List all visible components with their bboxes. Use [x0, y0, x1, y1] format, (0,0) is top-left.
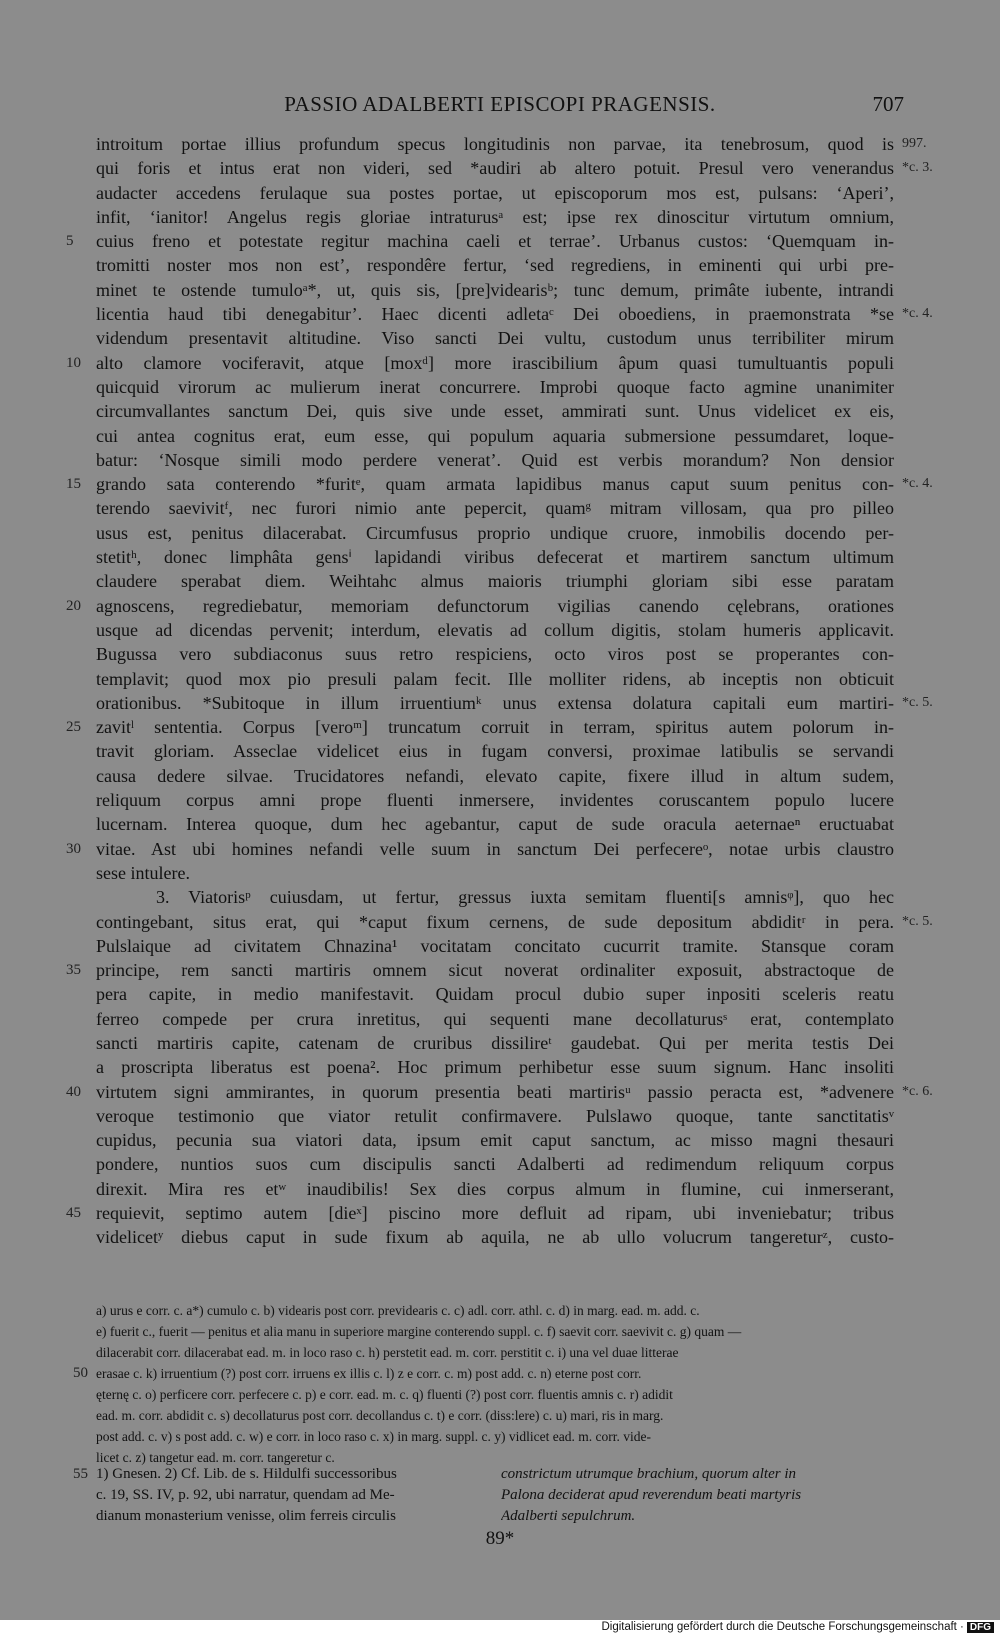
footer-bar	[0, 1620, 1000, 1639]
line-number: 25	[66, 719, 81, 736]
footnotes-left-column	[96, 1464, 486, 1527]
text-line	[96, 302, 933, 326]
line-number: 20	[66, 597, 81, 614]
apparatus-text: dilacerabit corr. dilacerabat ead. m. in loco raso c. h) perstetit ead. m. corr. perstitit c. i) una vel duae litterae	[96, 1345, 679, 1360]
text-line	[96, 132, 927, 156]
text-line	[96, 764, 894, 788]
footnote-line: Palona deciderat apud reverendum beati martyris	[501, 1487, 802, 1503]
margin-note: *c. 4.	[902, 306, 933, 322]
text-line	[96, 448, 894, 472]
text-line	[96, 156, 933, 180]
margin-note: *c. 5.	[902, 913, 933, 929]
line-text: videlicetʸ diebus caput in sude fixum ab aquila, ne ab ullo volucrum tangereturᶻ, custo-	[96, 1227, 894, 1248]
text-line	[96, 618, 894, 642]
text-line	[66, 472, 933, 496]
apparatus-text: a) urus e corr. c. a*) cumulo c. b) videaris post corr. previdearis c. c) adl. corr. athl. c. d) in marg. ead. m. add. c.	[96, 1303, 700, 1318]
apparatus-text: ead. m. corr. abdidit c. s) decollaturus post corr. decollandus c. t) e corr. (diss:lere) c. u) mari, ris in marg.	[96, 1408, 664, 1423]
footnote-line: constrictum utrumque brachium, quorum alter in	[501, 1466, 796, 1482]
critical-apparatus	[73, 1300, 894, 1468]
text-line	[96, 496, 894, 520]
text-line	[96, 1007, 894, 1031]
line-text: 3. Viatorisᵖ cuiusdam, ut fertur, gressus iuxta semitam fluenti[s amnisᵠ], quo hec	[156, 887, 894, 908]
footnote-line: c. 19, SS. IV, p. 92, ubi narratur, quendam ad Me-	[96, 1487, 395, 1503]
line-text: Pulslaique ad civitatem Chnazina¹ vocitatam concitato cucurrit tramite. Stansque coram	[96, 935, 894, 956]
line-text: travit gloriam. Asseclae videlicet eius in fugam conversi, proximae latibulis se servandi	[96, 741, 894, 762]
text-line	[96, 399, 894, 423]
margin-note: *c. 4.	[902, 476, 933, 492]
text-line	[96, 1104, 894, 1128]
signature-mark: 89*	[485, 1528, 515, 1549]
line-text: audacter accedens ferulaque sua postes portae, ut episcoporum mos est, pulsans: ‘Aperi’,	[96, 182, 894, 203]
apparatus-line	[96, 1384, 894, 1405]
line-number: 35	[66, 962, 81, 979]
line-text: reliquum corpus amni prope fluenti inmersere, invidentes coruscantem populo lucere	[96, 790, 894, 811]
line-text: virtutem signi ammirantes, in quorum presentia beati martirisᵘ passio peracta est, *advenere	[96, 1081, 894, 1102]
line-text: vitae. Ast ubi homines nefandi velle suum in sanctum Dei perfecereᵒ, notae urbis claustro	[96, 838, 894, 859]
text-line	[96, 642, 894, 666]
line-text: lucernam. Interea quoque, dum hec agebantur, caput de sude oracula aeternaeⁿ eructuabat	[96, 814, 894, 835]
apparatus-line	[96, 1342, 894, 1363]
line-number: 15	[66, 476, 81, 493]
line-text: stetitʰ, donec limphâta gensⁱ lapidandi viribus defecerat et martirem sanctum ultimum	[96, 547, 894, 568]
line-text: ferreo compede per crura inretitus, qui sequenti mane decollaturusˢ erat, contemplato	[96, 1008, 894, 1029]
line-text: cui antea cognitus erat, eum esse, qui populum aquaria submersione pessumdaret, loque-	[96, 425, 894, 446]
line-text: Bugussa vero subdiaconus suus retro respiciens, octo viros post se properantes con-	[96, 644, 894, 665]
line-text: quicquid virorum ac mulierum inerat concurrere. Improbi quoque facto agmine unanimiter	[96, 376, 894, 397]
apparatus-text: licet c. z) tangetur ead. m. corr. tangeretur c.	[96, 1450, 335, 1465]
apparatus-line	[73, 1363, 894, 1384]
text-line	[96, 1031, 894, 1055]
text-line	[66, 1080, 933, 1104]
apparatus-line	[96, 1405, 894, 1426]
text-line	[96, 569, 894, 593]
text-line	[66, 715, 894, 739]
dfg-logo: DFG	[967, 1622, 994, 1633]
text-line	[96, 1152, 894, 1176]
text-line	[96, 1177, 894, 1201]
text-line	[96, 1225, 894, 1249]
line-text: agnoscens, regrediebatur, memoriam defunctorum vigilias canendo cęlebrans, orationes	[96, 595, 894, 616]
text-line	[66, 594, 894, 618]
line-text: cuius freno et potestate regitur machina caeli et terrae’. Urbanus custos: ‘Quemquam in-	[96, 231, 894, 252]
credit-text: Digitalisierung gefördert durch die Deutsche Forschungsgemeinschaft ·	[601, 1621, 964, 1633]
text-line	[66, 1201, 894, 1225]
line-text: circumvallantes sanctum Dei, quis sive unde esset, ammirati sunt. Unus videlicet ex eis,	[96, 401, 894, 422]
text-line	[66, 229, 894, 253]
text-line	[96, 812, 894, 836]
apparatus-line	[96, 1321, 894, 1342]
line-text: batur: ‘Nosque simili modo perdere venerat’. Quid est verbis morandum? Non densior	[96, 449, 894, 470]
text-line	[96, 982, 894, 1006]
line-text: orationibus. *Subitoque in illum irruentiumᵏ unus extensa dolatura capitali eum martiri-	[96, 692, 894, 713]
line-text: videndum presentavit altitudine. Viso sancti Dei vultu, custodum unus terribiliter mirum	[96, 328, 894, 349]
line-number: 50	[73, 1365, 88, 1381]
running-header	[96, 92, 904, 118]
text-line	[96, 667, 894, 691]
line-text: cupidus, pecunia sua viatori data, ipsum emit caput sanctum, ac misso magni thesauri	[96, 1130, 894, 1151]
apparatus-text: post add. c. v) s post add. c. w) e corr. in loco raso c. x) in marg. suppl. c. y) vidlicet ead. m. corr. vide-	[96, 1429, 651, 1444]
footnote-line: dianum monasterium venisse, olim ferreis circulis	[96, 1508, 396, 1524]
line-number: 55	[73, 1466, 88, 1482]
footnote-line: Adalberti sepulchrum.	[501, 1508, 636, 1524]
line-text: a proscripta liberatus est poena². Hoc primum perhibetur esse suum signum. Hanc insoliti	[96, 1057, 894, 1078]
text-line	[96, 253, 894, 277]
line-text: contingebant, situs erat, qui *caput fixum cernens, de sude depositum abdiditʳ in pera.	[96, 911, 894, 932]
line-number: 5	[66, 233, 74, 250]
text-line	[96, 326, 894, 350]
line-text: tromitti noster mos non est’, respondêre fertur, ‘sed regrediens, in eminenti qui urbi pre-	[96, 255, 894, 276]
line-text: minet te ostende tumuloᵃ*, ut, quis sis, [pre]videarisᵇ; tunc demum, primâte iubente, intrandi	[96, 279, 894, 300]
text-line	[96, 424, 894, 448]
line-text: pera capite, in medio manifestavit. Quidam procul dubio super inpositi sceleris reatu	[96, 984, 894, 1005]
text-line	[96, 205, 894, 229]
line-text: alto clamore vociferavit, atque [moxᵈ] more irascibilium âpum quasi tumultuantis populi	[96, 352, 894, 373]
margin-note: 997.	[902, 136, 927, 151]
text-line	[96, 278, 894, 302]
apparatus-line	[96, 1426, 894, 1447]
text-line	[96, 181, 894, 205]
apparatus-text: ęternę c. o) perficere corr. perfecere c. p) e corr. ead. m. c. q) fluenti (?) post corr. fluentis amnis c. r) adidit	[96, 1387, 673, 1402]
line-text: pondere, nuntios suos cum discipulis sancti Adalberti ad redimendum reliquum corpus	[96, 1154, 894, 1175]
text-line	[96, 861, 894, 885]
text-line	[96, 1055, 894, 1079]
text-line	[96, 691, 933, 715]
margin-note: *c. 3.	[902, 160, 933, 176]
text-line	[66, 351, 894, 375]
line-text: templavit; quod mox pio presuli palam fecit. Ille molliter ridens, ab inceptis non obticuit	[96, 668, 894, 689]
text-line	[66, 837, 894, 861]
line-text: usque ad dicendas pervenit; interdum, elevatis ad collum digitis, stolam humeris applicavit.	[96, 619, 894, 640]
line-text: sese intulere.	[96, 862, 190, 883]
line-number: 40	[66, 1083, 81, 1100]
line-text: causa dedere silvae. Trucidatores nefandi, elevato capite, fixere illud in altum sudem,	[96, 765, 894, 786]
line-text: infit, ‘ianitor! Angelus regis gloriae intraturusᵃ est; ipse rex dinoscitur virtutum omnium,	[96, 206, 894, 227]
line-text: claudere sperabat diem. Weihtahc almus maioris triumphi gloriam sibi esse paratam	[96, 571, 894, 592]
line-text: introitum portae illius profundum specus longitudinis non parvae, ita tenebrosum, quod is	[96, 134, 894, 154]
text-line	[96, 545, 894, 569]
line-text: principe, rem sancti martiris omnem sicut noverat ordinaliter exposuit, abstractoque de	[96, 960, 894, 981]
line-number: 10	[66, 354, 81, 371]
line-text: direxit. Mira res etʷ inaudibilis! Sex dies corpus almum in flumine, cui inmerserant,	[96, 1178, 894, 1199]
margin-note: *c. 5.	[902, 694, 933, 710]
funding-credit	[601, 1621, 994, 1633]
apparatus-line	[96, 1300, 894, 1321]
text-line	[66, 958, 894, 982]
text-line	[96, 1128, 894, 1152]
footnotes-right-column	[501, 1464, 894, 1527]
line-number: 45	[66, 1205, 81, 1222]
line-text: grando sata conterendo *furitᵉ, quam armata lapidibus manus caput suum penitus con-	[96, 474, 894, 495]
text-line	[96, 910, 933, 934]
margin-note: *c. 6.	[902, 1083, 933, 1099]
line-text: zavitˡ sententia. Corpus [veroᵐ] truncatum corruit in terram, spiritus autem polorum in-	[96, 717, 894, 738]
text-line	[96, 934, 894, 958]
main-text	[66, 132, 933, 1250]
line-text: terendo saevivitᶠ, nec furori nimio ante pepercit, quamᵍ mitram villosam, qua pro pilleo	[96, 498, 894, 519]
line-text: usus est, penitus dilacerabat. Circumfusus proprio undique cruore, inmobilis docendo per-	[96, 522, 894, 543]
text-line	[96, 885, 894, 909]
line-text: qui foris et intus erat non videri, sed *audiri ab altero potuit. Presul vero venerandus	[96, 158, 894, 179]
apparatus-text: e) fuerit c., fuerit — penitus et alia manu in superiore margine conterendo suppl. c. f) saevit corr. saevivit c. g) quam —	[96, 1324, 742, 1339]
line-text: veroque testimonio que viator retulit confirmavere. Pulslawo quoque, tante sanctitatisᵛ	[96, 1105, 894, 1126]
line-text: licentia haud tibi denegabitur’. Haec dicenti adletaᶜ Dei oboediens, in praemonstrata *se	[96, 304, 894, 325]
line-text: sancti martiris capite, catenam de cruribus dissilireᵗ gaudebat. Qui per merita testis Dei	[96, 1032, 894, 1053]
text-line	[96, 739, 894, 763]
page-title: PASSIO ADALBERTI EPISCOPI PRAGENSIS.	[284, 92, 716, 116]
page-number: 707	[872, 92, 904, 116]
line-number: 30	[66, 840, 81, 857]
text-line	[96, 521, 894, 545]
text-line	[96, 788, 894, 812]
line-text: requievit, septimo autem [dieˣ] piscino more defluit ad ripam, ubi inveniebatur; tribus	[96, 1203, 894, 1224]
text-line	[96, 375, 894, 399]
apparatus-text: erasae c. k) irruentium (?) post corr. irruens ex illis c. l) z e corr. c. m) post add. c. n) eterne post corr.	[96, 1366, 642, 1381]
footnote-line: 1) Gnesen. 2) Cf. Lib. de s. Hildulfi successoribus	[96, 1466, 397, 1482]
